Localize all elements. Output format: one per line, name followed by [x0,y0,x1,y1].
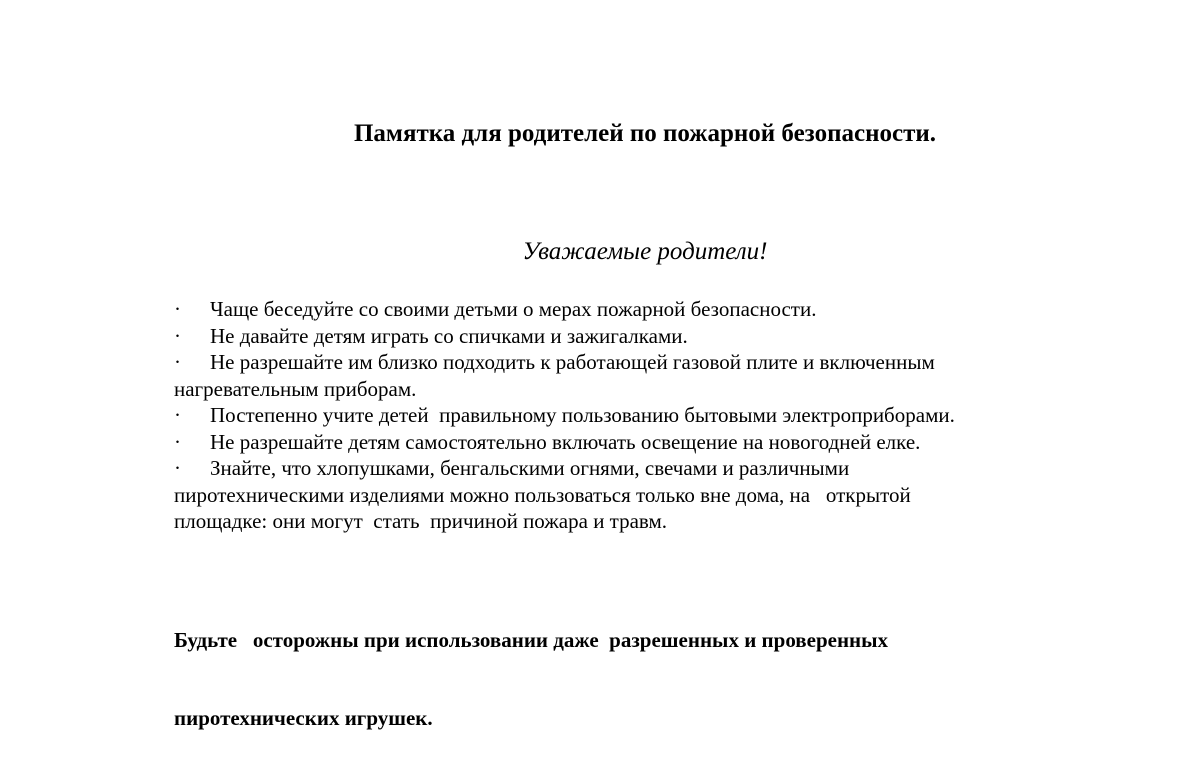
bullet: · [174,456,181,480]
list-item [174,296,1174,323]
list-item [174,323,1174,350]
bullet: · [174,323,181,348]
list-item-text: Чаще беседуйте со своими детьми о мерах пожарной безопасности. [210,297,817,321]
bullet: · [174,403,181,427]
bullet: · [174,350,181,374]
list-item-continuation [174,376,1174,403]
warning-line: Будьте осторожны при использовании даже разрешенных и проверенных [174,628,889,652]
bullet: · [174,429,181,454]
bullet: · [174,297,181,321]
list-item-text: Постепенно учите детей правильному пользованию бытовыми электроприборами. [210,403,955,427]
safety-tips-list [174,296,1174,535]
list-item-continuation [174,508,1174,535]
list-item-text: Не разрешайте им близко подходить к работающей газовой плите и включенным [210,350,935,374]
list-item-text: площадке: они могут стать причиной пожара и травм. [174,509,668,533]
warning-line: пиротехнических игрушек. [174,706,433,730]
list-item-continuation [174,482,1174,509]
document-title: Памятка для родителей по пожарной безопасности. [353,120,937,147]
list-item-text: Знайте, что хлопушками, бенгальскими огнями, свечами и различными [210,456,850,480]
list-item-text: Не давайте детям играть со спичками и зажигалками. [210,323,688,348]
warning-paragraph [174,575,1174,783]
list-item [174,455,1174,482]
list-item-text: пиротехническими изделиями можно пользоваться только вне дома, на открытой [174,482,911,507]
list-item-text: Не разрешайте детям самостоятельно включать освещение на новогодней елке. [210,429,921,454]
greeting: Уважаемые родители! [522,238,768,265]
list-item-text: нагревательным приборам. [174,376,417,401]
list-item [174,349,1174,376]
list-item [174,402,1174,429]
list-item [174,429,1174,456]
